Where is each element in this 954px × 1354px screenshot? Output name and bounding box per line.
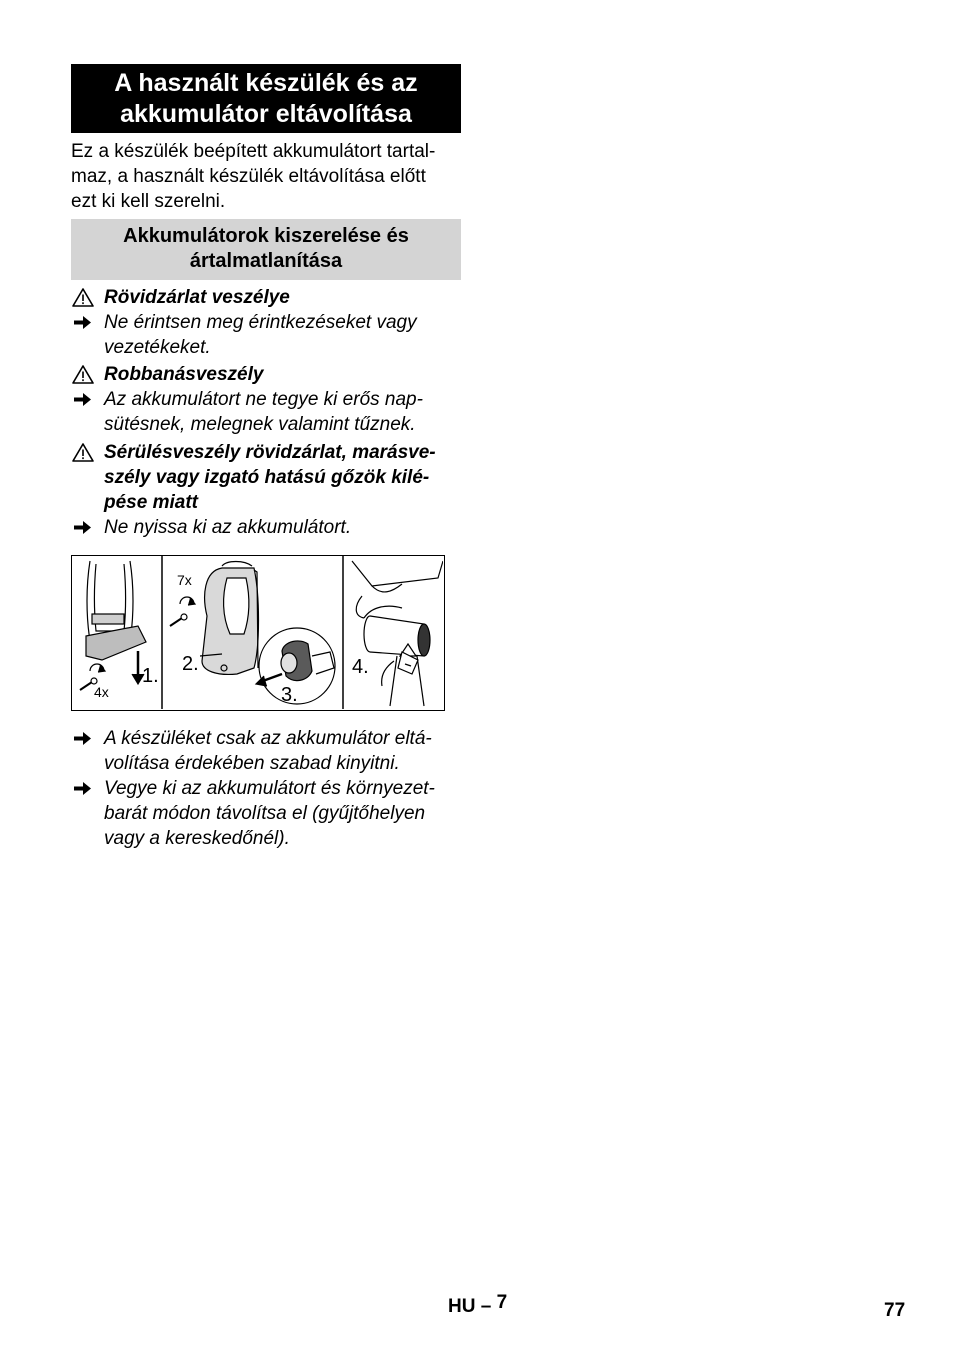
warning-2-title: Robbanásveszély	[104, 364, 264, 385]
warning-injury-title	[71, 440, 461, 465]
warning-triangle-icon	[71, 440, 95, 465]
warning-injury-title-end	[71, 490, 461, 515]
main-heading-line-1: A használt készülék és az	[114, 69, 418, 97]
instruction-no-touch-contacts	[71, 310, 461, 335]
warning-1-text-2: vezetékeket.	[104, 337, 211, 358]
sub-heading	[71, 219, 461, 280]
intro-line-2: maz, a használt készülék eltávolítása előtt	[71, 166, 426, 187]
instruction-do-not-open	[71, 515, 461, 540]
step-1-text-2: volítása érdekében szabad kinyitni.	[104, 753, 400, 774]
intro-paragraph	[71, 139, 461, 214]
warning-injury-title-cont	[71, 465, 461, 490]
arrow-right-icon	[71, 310, 95, 335]
instruction-dispose-battery-cont	[71, 801, 461, 826]
intro-line-1: Ez a készülék beépített akkumulátort tartal-	[71, 141, 436, 162]
sub-heading-line-2: ártalmatlanítása	[189, 250, 343, 272]
footer-dash: –	[480, 1296, 492, 1317]
instruction-dispose-battery	[71, 776, 461, 801]
arrow-right-icon	[71, 776, 95, 801]
footer-section-page: 7	[496, 1292, 508, 1313]
arrow-right-icon	[71, 726, 95, 751]
instruction-no-touch-contacts-cont	[71, 335, 461, 360]
warning-triangle-icon	[71, 285, 95, 310]
step-2-text-1: Vegye ki az akkumulátort és környezet-	[104, 778, 435, 799]
main-heading-line-2: akkumulátor eltávolítása	[120, 100, 412, 128]
footer-page-number: 77	[884, 1300, 906, 1321]
step-2-text-3: vagy a kereskedőnél).	[104, 828, 290, 849]
instruction-no-heat	[71, 387, 461, 412]
label-7x: 7x	[177, 572, 192, 588]
warning-explosion-title	[71, 362, 461, 387]
step-2-label: 2.	[182, 653, 199, 675]
footer-lang: HU	[448, 1296, 476, 1317]
instruction-open-only-for-battery	[71, 726, 461, 751]
step-1-text-1: A készüléket csak az akkumulátor eltá-	[104, 728, 432, 749]
warning-2-text-1: Az akkumulátort ne tegye ki erős nap-	[104, 389, 423, 410]
warning-3-text-1: Ne nyissa ki az akkumulátort.	[104, 517, 352, 538]
sub-heading-line-1: Akkumulátorok kiszerelése és	[123, 225, 409, 247]
step-4-label: 4.	[352, 656, 369, 678]
step-2-text-2: barát módon távolítsa el (gyűjtőhelyen	[104, 803, 426, 824]
warning-3-title-2: szély vagy izgató hatású gőzök kilé-	[104, 467, 430, 488]
footer-section-code	[448, 1292, 508, 1318]
intro-line-3: ezt ki kell szerelni.	[71, 191, 226, 212]
warning-1-title: Rövidzárlat veszélye	[104, 287, 290, 308]
label-4x: 4x	[94, 684, 109, 700]
step-1-label: 1.	[142, 665, 159, 687]
warning-2-text-2: sütésnek, melegnek valamint tűznek.	[104, 414, 416, 435]
arrow-right-icon	[71, 387, 95, 412]
instruction-dispose-battery-end	[71, 826, 461, 851]
instruction-no-heat-cont	[71, 412, 461, 437]
arrow-right-icon	[71, 515, 95, 540]
step-3-label: 3.	[281, 684, 298, 706]
warning-3-title-3: pése miatt	[104, 492, 198, 513]
main-heading	[71, 64, 461, 133]
warning-3-title-1: Sérülésveszély rövidzárlat, marásve-	[104, 442, 436, 463]
warning-1-text-1: Ne érintsen meg érintkezéseket vagy	[104, 312, 417, 333]
warning-triangle-icon	[71, 362, 95, 387]
battery-removal-figure	[71, 555, 445, 711]
instruction-open-only-for-battery-cont	[71, 751, 461, 776]
battery-removal-illustration	[72, 556, 443, 709]
warning-short-circuit-title	[71, 285, 461, 310]
